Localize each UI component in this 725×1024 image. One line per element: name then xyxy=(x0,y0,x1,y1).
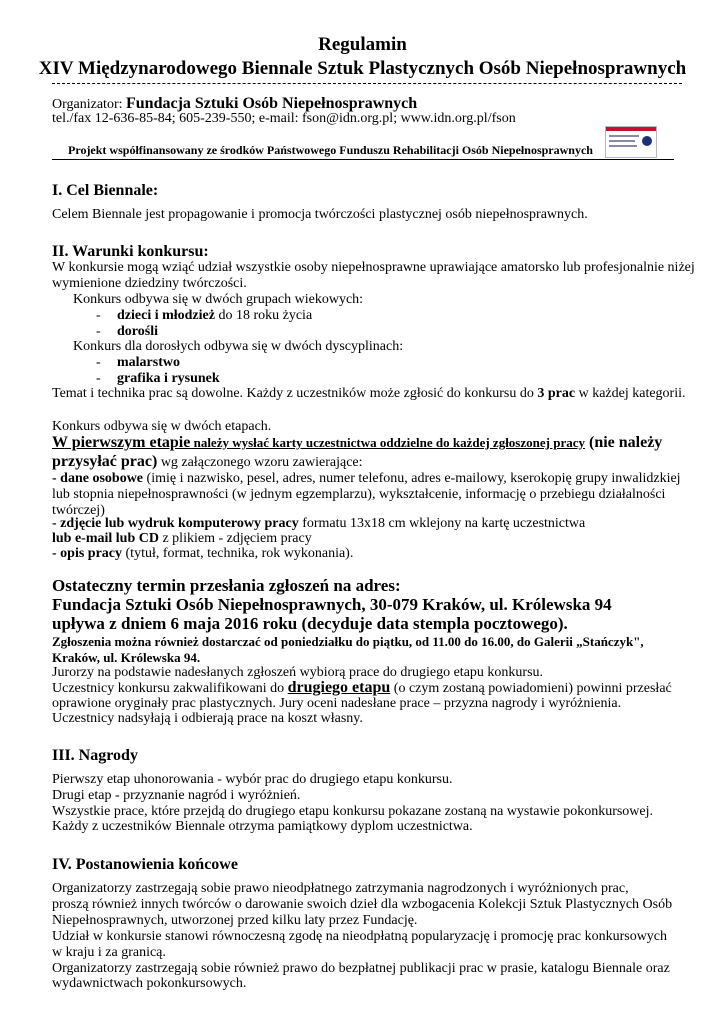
paragraph-line: Organizatorzy zastrzegają sobie prawo nieodpłatnego zatrzymania nagrodzonych i wyróżnionych prac, xyxy=(52,881,629,896)
age-groups-intro: Konkurs odbywa się w dwóch grupach wiekowych: xyxy=(73,292,364,307)
stage1-line: W pierwszym etapie należy wysłać karty uczestnictwa oddzielne do każdej zgłoszonej pracy (nie należy xyxy=(52,434,663,451)
list-item-continued: lub e-mail lub CD z plikiem - zdjęciem pracy xyxy=(52,531,312,546)
paragraph-line: wymienione dziedziny twórczości. xyxy=(52,276,247,291)
stages-line: Konkurs odbywa się w dwóch etapach. xyxy=(52,419,272,434)
organizer-name: Fundacja Sztuki Osób Niepełnosprawnych xyxy=(126,95,418,112)
pfron-logo-icon xyxy=(605,126,657,158)
delivery-info: Zgłoszenia można również dostarczać od poniedziałku do piątku, od 11.00 do 16.00, do Galerii „Stańczyk", xyxy=(52,634,644,649)
section-heading-1: I. Cel Biennale: xyxy=(52,182,159,199)
list-bullet: - xyxy=(96,371,101,386)
paragraph-line: wydawnictwach pokonkursowych. xyxy=(52,976,247,991)
section-1-text: Celem Biennale jest propagowanie i promocja twórczości plastycznej osób niepełnosprawnych. xyxy=(52,207,588,222)
disciplines-intro: Konkurs dla dorosłych odbywa się w dwóch dyscyplinach: xyxy=(73,339,404,354)
project-funding-note: Projekt współfinansowany ze środków Państwowego Funduszu Rehabilitacji Osób Niepełnosprawnych xyxy=(68,143,593,157)
list-bullet: - xyxy=(96,308,101,323)
deadline-heading: Ostateczny termin przesłania zgłoszeń na adres: xyxy=(52,576,401,595)
paragraph-line: Udział w konkursie stanowi równoczesną zgodę na nieodpłatną popularyzację i promocję prac konkursowych xyxy=(52,929,668,944)
header-divider xyxy=(52,159,674,160)
list-bullet: - xyxy=(96,324,101,339)
paragraph-line: proszą również innych twórców o darowanie swoich dzieł dla wzbogacenia Kolekcji Sztuk Plastycznych Osób xyxy=(52,897,673,912)
dashed-divider xyxy=(52,83,682,84)
list-bullet: - xyxy=(96,355,101,370)
paragraph-line: Drugi etap - przyznanie nagród i wyróżnień. xyxy=(52,788,301,803)
paragraph-line: Uczestnicy nadsyłają i odbierają prace na koszt własny. xyxy=(52,711,363,726)
contact-line: tel./fax 12-636-85-84; 605-239-550; e-mail: fson@idn.org.pl; www.idn.org.pl/fson xyxy=(52,111,516,126)
list-item: dzieci i młodzież do 18 roku życia xyxy=(117,308,313,323)
paragraph-line: Pierwszy etap uhonorowania - wybór prac do drugiego etapu konkursu. xyxy=(52,772,453,787)
list-item: dorośli xyxy=(117,324,158,339)
list-item: - zdjęcie lub wydruk komputerowy pracy formatu 13x18 cm wklejony na kartę uczestnictwa xyxy=(52,516,586,531)
paragraph-line: oprawione oryginały prac plastycznych. Jury oceni nadesłane prace – przyzna nagrody i wyróżnienia. xyxy=(52,696,622,711)
paragraph-line: Jurorzy na podstawie nadesłanych zgłoszeń wybiorą prace do drugiego etapu konkursu. xyxy=(52,665,544,680)
list-item: - opis pracy (tytuł, format, technika, rok wykonania). xyxy=(52,546,354,561)
document-subtitle: XIV Międzynarodowego Biennale Sztuk Plastycznych Osób Niepełnosprawnych xyxy=(38,58,687,79)
paragraph-line: Niepełnosprawnych, utworzonej przed kilku laty przez Fundację. xyxy=(52,913,418,928)
section-heading-4: IV. Postanowienia końcowe xyxy=(52,856,238,873)
section-heading-3: III. Nagrody xyxy=(52,747,138,764)
list-item-continued: twórczej) xyxy=(52,503,105,518)
stage1-line-2: przysyłać prac) wg załączonego wzoru zawierające: xyxy=(52,453,363,470)
document-title: Regulamin xyxy=(318,34,407,55)
paragraph-line: w kraju i za granicą. xyxy=(52,945,166,960)
list-item: malarstwo xyxy=(117,355,180,370)
delivery-info: Kraków, ul. Królewska 94. xyxy=(52,650,201,665)
deadline-date: upływa z dniem 6 maja 2016 roku (decyduje data stempla pocztowego). xyxy=(52,614,568,633)
paragraph-line: W konkursie mogą wziąć udział wszystkie osoby niepełnosprawne uprawiające amatorsko lub profesjonalnie niżej xyxy=(52,260,695,275)
paragraph-line: Każdy z uczestników Biennale otrzyma pamiątkowy dyplom uczestnictwa. xyxy=(52,819,473,834)
section-heading-2: II. Warunki konkursu: xyxy=(52,243,209,260)
paragraph-line: Uczestnicy konkursu zakwalifikowani do drugiego etapu (o czym zostaną powiadomieni) powinni przesłać xyxy=(52,679,672,696)
list-item: - dane osobowe (imię i nazwisko, pesel, adres, numer telefonu, adres e-mailowy, kserokopię grupy inwalidzkiej xyxy=(52,471,681,486)
deadline-address: Fundacja Sztuki Osób Niepełnosprawnych, 30-079 Kraków, ul. Królewska 94 xyxy=(52,595,612,614)
organizer-label: Organizator: xyxy=(52,97,126,112)
list-item-continued: lub stopnia niepełnosprawności (w jednym egzemplarzu), wykształcenie, informację o przebiegu działalności xyxy=(52,487,666,502)
list-item: grafika i rysunek xyxy=(117,371,220,386)
paragraph-line: Organizatorzy zastrzegają sobie również prawo do bezpłatnej publikacji prac w prasie, katalogu Biennale oraz xyxy=(52,961,670,976)
theme-line: Temat i technika prac są dowolne. Każdy z uczestników może zgłosić do konkursu do 3 prac w każdej kategorii. xyxy=(52,386,686,401)
paragraph-line: Wszystkie prace, które przejdą do drugiego etapu konkursu pokazane zostaną na wystawie pokonkursowej. xyxy=(52,804,654,819)
